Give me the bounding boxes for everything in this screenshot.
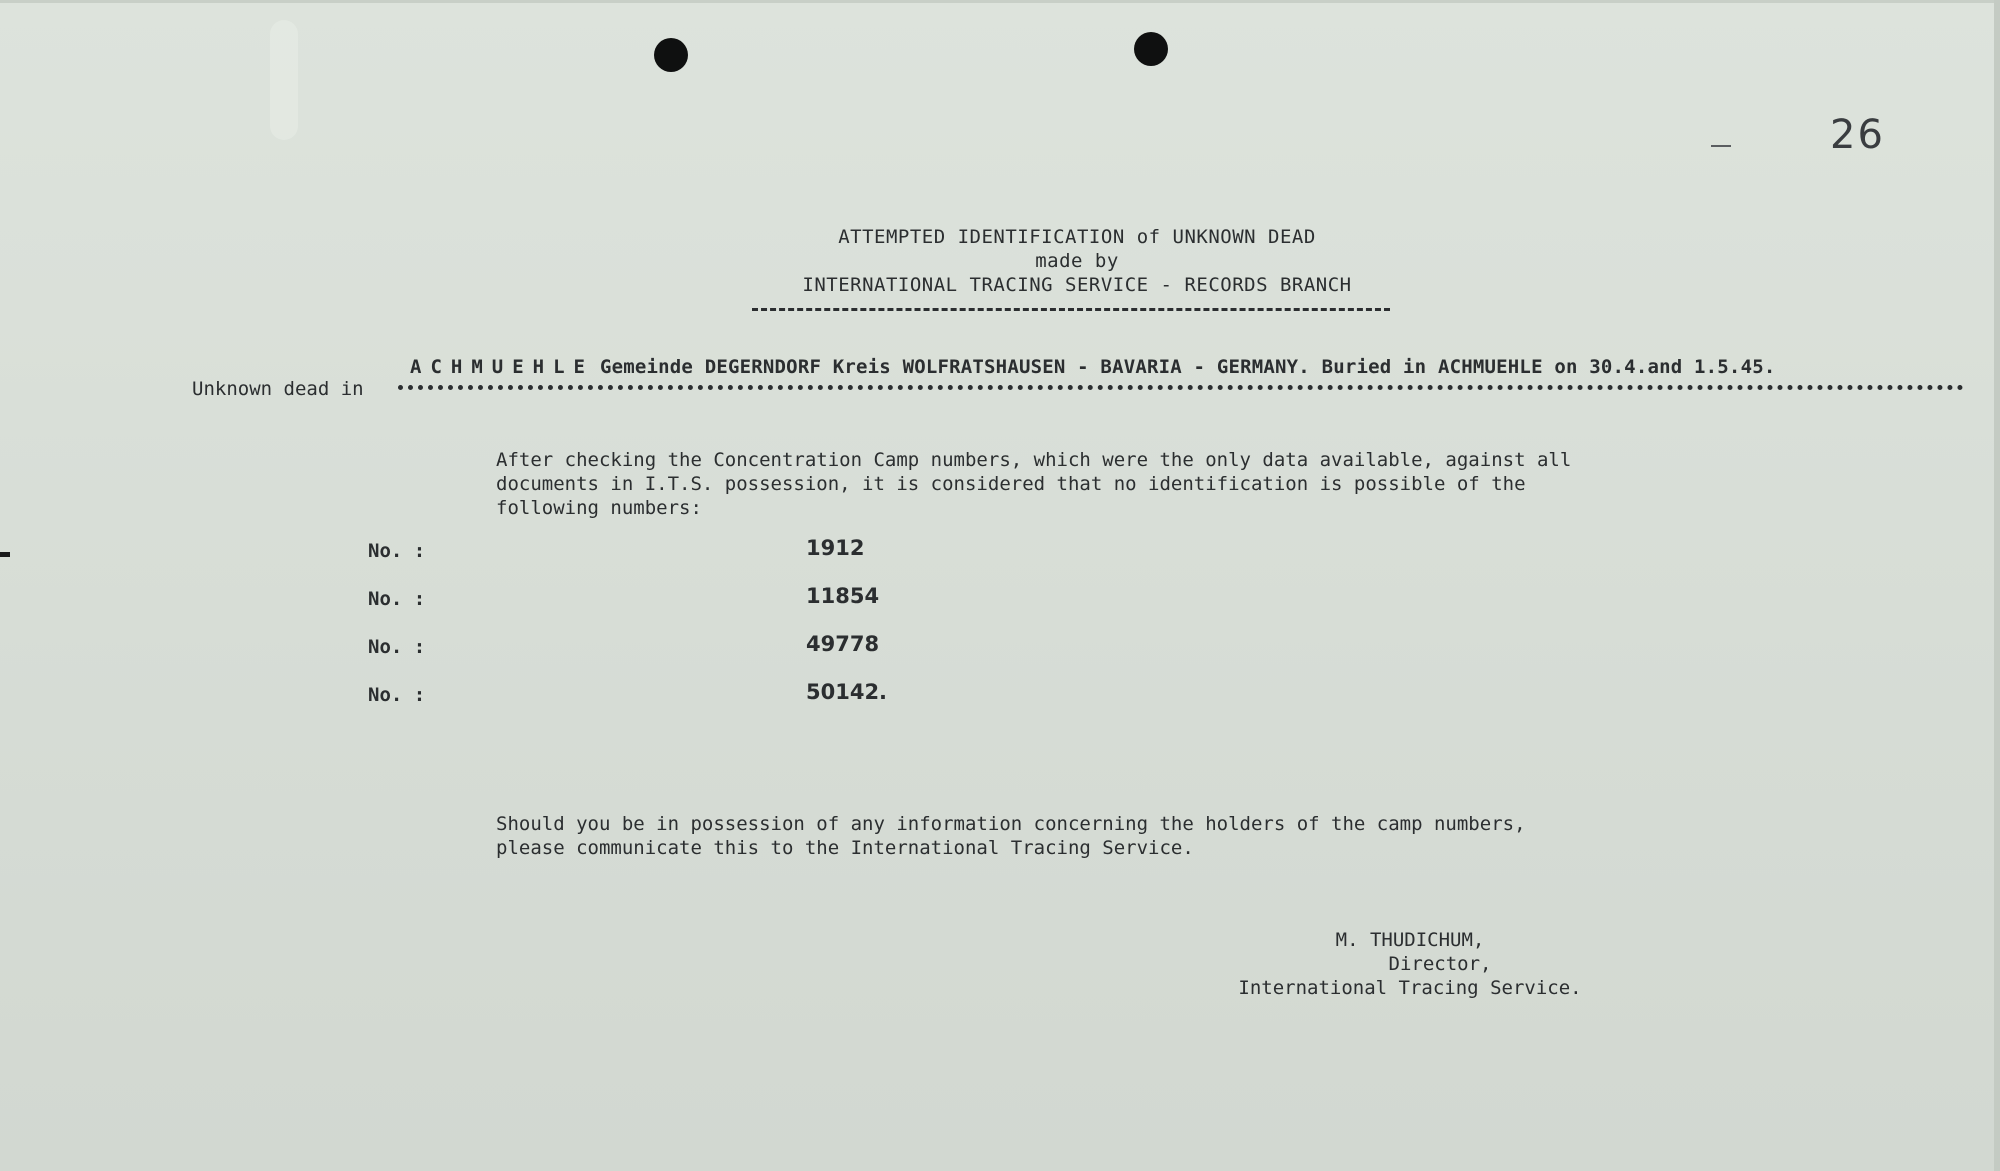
number-label: No. : — [368, 636, 426, 658]
paper-crease-mark — [270, 20, 298, 140]
camp-number-value: 49778 — [806, 632, 880, 656]
number-row — [368, 632, 968, 684]
document-heading — [752, 225, 1402, 297]
location-details: Gemeinde DEGERNDORF Kreis WOLFRATSHAUSEN - BAVARIA - GERMANY. Buried in ACHMUEHLE on 30.4.and 1.5.45. — [599, 356, 1776, 378]
signatory-title: Director, — [1388, 953, 1492, 975]
number-label: No. : — [368, 540, 426, 562]
camp-numbers-list — [368, 536, 968, 732]
checking-paragraph: After checking the Concentration Camp numbers, which were the only data available, against all documents in I.T.S. possession, it is considered that no identification is possible of the following numbers: — [496, 449, 1572, 519]
number-row — [368, 584, 968, 636]
number-label: No. : — [368, 684, 426, 706]
signatory-organization: International Tracing Service. — [1238, 977, 1582, 999]
punch-hole-left — [654, 38, 688, 72]
location-line — [410, 356, 1776, 378]
number-row — [368, 536, 968, 588]
camp-number-value: 1912 — [806, 536, 865, 560]
signatory-name: M. THUDICHUM, — [1335, 929, 1485, 951]
paper-top-edge — [0, 0, 2000, 3]
dotted-leader-line — [398, 385, 1964, 390]
signature-block — [1200, 928, 1620, 1000]
unknown-dead-label: Unknown dead in — [192, 378, 364, 400]
number-label: No. : — [368, 588, 426, 610]
camp-number-value: 11854 — [806, 584, 880, 608]
page-number-dash — [1711, 145, 1731, 147]
heading-made-by: made by — [1035, 250, 1119, 272]
location-place: ACHMUEHLE — [410, 356, 594, 378]
heading-underline — [752, 308, 1390, 311]
margin-mark — [0, 552, 10, 557]
heading-title: ATTEMPTED IDENTIFICATION of UNKNOWN DEAD — [838, 226, 1316, 248]
punch-hole-right — [1134, 32, 1168, 66]
page-number: 26 — [1830, 112, 1885, 158]
paper-right-edge — [1994, 0, 2000, 1171]
camp-number-value: 50142. — [806, 680, 888, 704]
request-paragraph: Should you be in possession of any information concerning the holders of the camp numbers, please communicate this to the International Tracing Service. — [496, 813, 1526, 859]
heading-organization: INTERNATIONAL TRACING SERVICE - RECORDS BRANCH — [802, 274, 1352, 296]
number-row — [368, 680, 968, 732]
